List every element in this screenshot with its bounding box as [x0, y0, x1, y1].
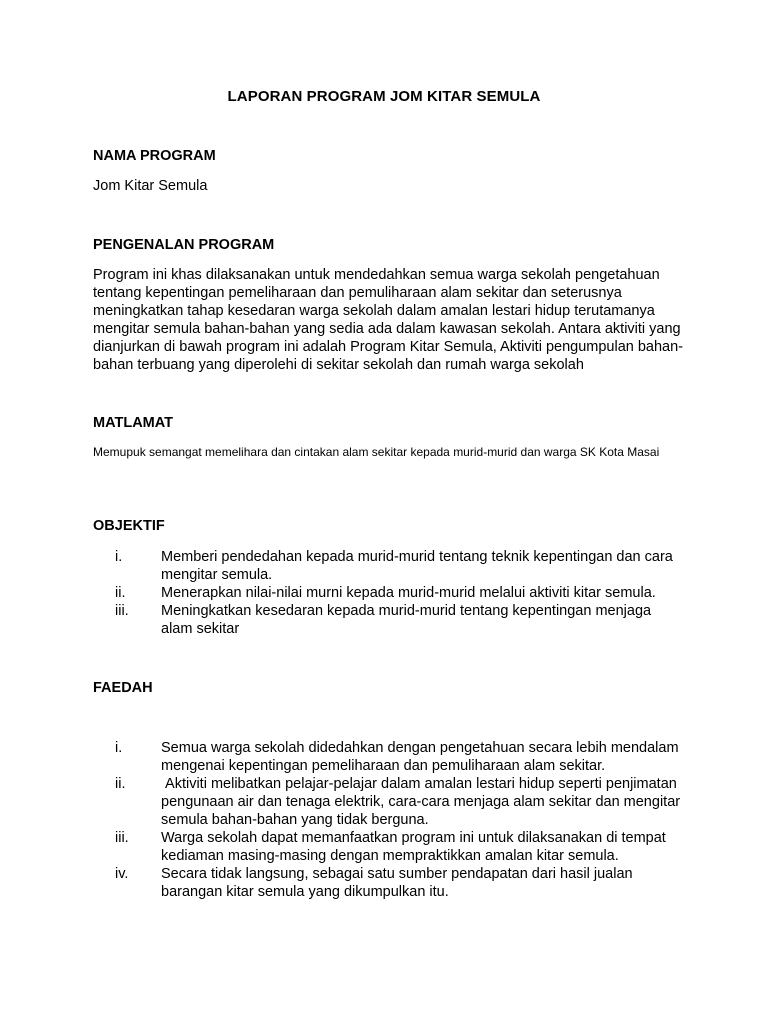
list-item-number: iii. — [115, 603, 129, 619]
list-item-number: i. — [115, 740, 123, 756]
pengenalan-program-text: Program ini khas dilaksanakan untuk mendedahkan semua warga sekolah pengetahuan tentang kepentingan pemeliharaan dan pemuliharaan alam sekitar dan seterusnya meningkatkan tahap kesedaran warga sekolah dalam amalan lestari hidup terutamanya mengitar semula bahan-bahan yang sedia ada dalam kawasan sekolah. Antara aktiviti yang dianjurkan di bawah program ini adalah Program Kitar Semula, Aktiviti pengumpulan bahan-bahan terbuang yang diperolehi di sekitar sekolah dan rumah warga sekolah — [93, 267, 684, 373]
list-item-text: Aktiviti melibatkan pelajar-pelajar dalam amalan lestari hidup seperti penjimatan pengunaan air dan tenaga elektrik, cara-cara menjaga alam sekitar dan mengitar semula bahan-bahan yang tidak berguna. — [161, 776, 685, 828]
list-item-text: Semua warga sekolah didedahkan dengan pengetahuan secara lebih mendalam mengenai kepentingan pemeliharaan dan pemuliharaan alam sekitar. — [161, 740, 679, 774]
list-item-number: ii. — [115, 776, 126, 792]
list-item — [93, 584, 683, 602]
list-item — [93, 775, 683, 829]
objektif-list — [93, 548, 683, 638]
list-item-number: i. — [115, 549, 123, 565]
list-item — [93, 829, 683, 865]
heading-matlamat: MATLAMAT — [93, 415, 173, 431]
list-item — [93, 548, 683, 584]
list-item-text: Warga sekolah dapat memanfaatkan program ini untuk dilaksanakan di tempat kediaman masing-masing dengan mempraktikkan amalan kitar semula. — [161, 830, 666, 864]
faedah-list — [93, 739, 683, 901]
list-item-text: Meningkatkan kesedaran kepada murid-murid tentang kepentingan menjaga alam sekitar — [161, 603, 652, 637]
list-item-number: ii. — [115, 585, 126, 601]
list-item-text: Menerapkan nilai-nilai murni kepada murid-murid melalui aktiviti kitar semula. — [161, 585, 656, 601]
nama-program-text: Jom Kitar Semula — [93, 178, 208, 194]
document-title: LAPORAN PROGRAM JOM KITAR SEMULA — [227, 88, 541, 105]
list-item — [93, 739, 683, 775]
list-item — [93, 865, 683, 901]
list-item-text: Memberi pendedahan kepada murid-murid tentang teknik kepentingan dan cara mengitar semula. — [161, 549, 673, 583]
heading-faedah: FAEDAH — [93, 680, 153, 696]
heading-nama-program: NAMA PROGRAM — [93, 148, 216, 164]
list-item-text: Secara tidak langsung, sebagai satu sumber pendapatan dari hasil jualan barangan kitar semula yang dikumpulkan itu. — [161, 866, 633, 900]
list-item-number: iv. — [115, 866, 129, 882]
list-item — [93, 602, 683, 638]
list-item-number: iii. — [115, 830, 129, 846]
heading-objektif: OBJEKTIF — [93, 518, 165, 534]
heading-pengenalan-program: PENGENALAN PROGRAM — [93, 237, 275, 253]
matlamat-text: Memupuk semangat memelihara dan cintakan alam sekitar kepada murid-murid dan warga SK Kota Masai — [93, 445, 660, 459]
